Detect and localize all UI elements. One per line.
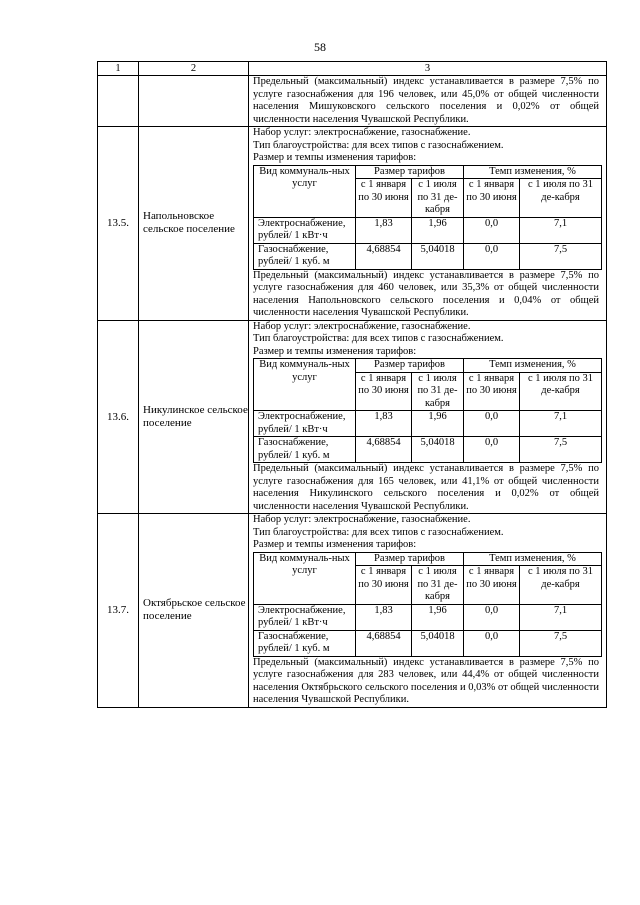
period-jul-dec: с 1 июля по 31 де-кабря <box>520 179 602 218</box>
period-jul-dec: с 1 июля по 31 де-кабря <box>412 179 464 218</box>
table-row <box>98 320 607 514</box>
tariff-value: 4,68854 <box>356 630 412 656</box>
period-jan-jun: с 1 января по 30 июня <box>464 566 520 605</box>
service-label: Газоснабжение, рублей/ 1 куб. м <box>254 243 356 269</box>
rate-value: 0,0 <box>464 630 520 656</box>
rate-value: 7,1 <box>520 604 602 630</box>
settlement-name <box>139 76 249 127</box>
tariff-table <box>97 61 607 708</box>
amenity-type-text: Тип благоустройства: для всех типов с газоснабжением. <box>253 526 504 538</box>
service-label: Газоснабжение, рублей/ 1 куб. м <box>254 630 356 656</box>
tariff-row <box>254 243 602 269</box>
row-number <box>98 76 139 127</box>
rate-value: 7,5 <box>520 437 602 463</box>
rate-value: 0,0 <box>464 243 520 269</box>
limit-index-text: Предельный (максимальный) индекс устанавливается в размере 7,5% по услуге газоснабжения для 165 человек, или 41,1% от общей численности населения Никулинского сельского поселения и 0,02% от общей численности населения Чувашской Республики. <box>253 463 599 512</box>
period-jan-jun: с 1 января по 30 июня <box>356 179 412 218</box>
rate-value: 7,5 <box>520 630 602 656</box>
tariff-row <box>254 437 602 463</box>
tariff-size-title: Размер и темпы изменения тарифов: <box>253 539 417 550</box>
service-type-header: Вид коммуналь-ных услуг <box>254 165 356 217</box>
table-row <box>98 514 607 708</box>
rate-value: 0,0 <box>464 437 520 463</box>
table-header-row <box>98 62 607 76</box>
services-text: Набор услуг: электроснабжение, газоснабжение. <box>253 127 471 138</box>
tariff-subtable <box>253 552 602 657</box>
period-jan-jun: с 1 января по 30 июня <box>356 372 412 411</box>
tariff-value: 5,04018 <box>412 630 464 656</box>
page-number: 58 <box>314 40 326 54</box>
period-jan-jun: с 1 января по 30 июня <box>464 179 520 218</box>
tariff-subtable <box>253 165 602 270</box>
service-type-header: Вид коммуналь-ных услуг <box>254 552 356 604</box>
change-rate-header: Темп изменения, % <box>464 165 602 179</box>
header-col-3: 3 <box>249 62 607 76</box>
row-number: 13.6. <box>98 320 139 514</box>
rate-value: 0,0 <box>464 217 520 243</box>
rate-value: 0,0 <box>464 411 520 437</box>
tariff-row <box>254 630 602 656</box>
tariff-subtable <box>253 358 602 463</box>
amenity-type-text: Тип благоустройства: для всех типов с газоснабжением. <box>253 333 504 344</box>
header-col-2: 2 <box>139 62 249 76</box>
tariff-row <box>254 411 602 437</box>
period-jul-dec: с 1 июля по 31 де-кабря <box>412 566 464 605</box>
tariff-row <box>254 604 602 630</box>
table-row <box>98 76 607 127</box>
tariff-value: 1,96 <box>412 217 464 243</box>
change-rate-header: Темп изменения, % <box>464 552 602 566</box>
tariff-value: 1,96 <box>412 604 464 630</box>
tariff-value: 1,83 <box>356 411 412 437</box>
header-col-1: 1 <box>98 62 139 76</box>
settlement-name: Напольновское сельское поселение <box>139 127 249 321</box>
row-content <box>249 127 607 321</box>
row-number: 13.5. <box>98 127 139 321</box>
limit-index-text: Предельный (максимальный) индекс устанавливается в размере 7,5% по услуге газоснабжения для 283 человек, или 44,4% от общей численности населения Октябрьского сельского поселения и 0,03% от общей численности населения Чувашской Республики. <box>253 656 599 705</box>
tariff-size-title: Размер и темпы изменения тарифов: <box>253 152 417 163</box>
period-jan-jun: с 1 января по 30 июня <box>356 566 412 605</box>
service-label: Электроснабжение, рублей/ 1 кВт·ч <box>254 604 356 630</box>
tariff-size-header: Размер тарифов <box>356 552 464 566</box>
tariff-value: 1,96 <box>412 411 464 437</box>
period-jul-dec: с 1 июля по 31 де-кабря <box>412 372 464 411</box>
period-jul-dec: с 1 июля по 31 де-кабря <box>520 566 602 605</box>
services-text: Набор услуг: электроснабжение, газоснабжение. <box>253 514 471 525</box>
tariff-value: 1,83 <box>356 217 412 243</box>
services-text: Набор услуг: электроснабжение, газоснабжение. <box>253 320 471 332</box>
service-label: Электроснабжение, рублей/ 1 кВт·ч <box>254 217 356 243</box>
tariff-size-header: Размер тарифов <box>356 359 464 373</box>
tariff-value: 4,68854 <box>356 437 412 463</box>
tariff-value: 4,68854 <box>356 243 412 269</box>
tariff-size-title: Размер и темпы изменения тарифов: <box>253 345 417 357</box>
row-number: 13.7. <box>98 514 139 708</box>
tariff-value: 1,83 <box>356 604 412 630</box>
limit-index-text: Предельный (максимальный) индекс устанавливается в размере 7,5% по услуге газоснабжения для 196 человек, или 45,0% от общей численности населения Мишуковского сельского поселения и 0,02% от общей численности населения Чувашской Республики. <box>253 76 599 125</box>
row-content <box>249 76 607 127</box>
rate-value: 7,1 <box>520 217 602 243</box>
period-jan-jun: с 1 января по 30 июня <box>464 372 520 411</box>
tariff-size-header: Размер тарифов <box>356 165 464 179</box>
service-type-header: Вид коммуналь-ных услуг <box>254 359 356 411</box>
settlement-name: Никулинское сельское поселение <box>139 320 249 514</box>
period-jul-dec: с 1 июля по 31 де-кабря <box>520 372 602 411</box>
service-label: Газоснабжение, рублей/ 1 куб. м <box>254 437 356 463</box>
rate-value: 7,5 <box>520 243 602 269</box>
table-row <box>98 127 607 321</box>
tariff-row <box>254 217 602 243</box>
service-label: Электроснабжение, рублей/ 1 кВт·ч <box>254 411 356 437</box>
row-content <box>249 514 607 708</box>
change-rate-header: Темп изменения, % <box>464 359 602 373</box>
rate-value: 7,1 <box>520 411 602 437</box>
settlement-name: Октябрьское сельское поселение <box>139 514 249 708</box>
tariff-value: 5,04018 <box>412 437 464 463</box>
tariff-value: 5,04018 <box>412 243 464 269</box>
amenity-type-text: Тип благоустройства: для всех типов с газоснабжением. <box>253 139 504 151</box>
rate-value: 0,0 <box>464 604 520 630</box>
limit-index-text: Предельный (максимальный) индекс устанавливается в размере 7,5% по услуге газоснабжения для 460 человек, или 35,3% от общей численности населения Напольновского сельского поселения и 0,04% от общей численности населения Чувашской Республики. <box>253 269 599 318</box>
row-content <box>249 320 607 514</box>
